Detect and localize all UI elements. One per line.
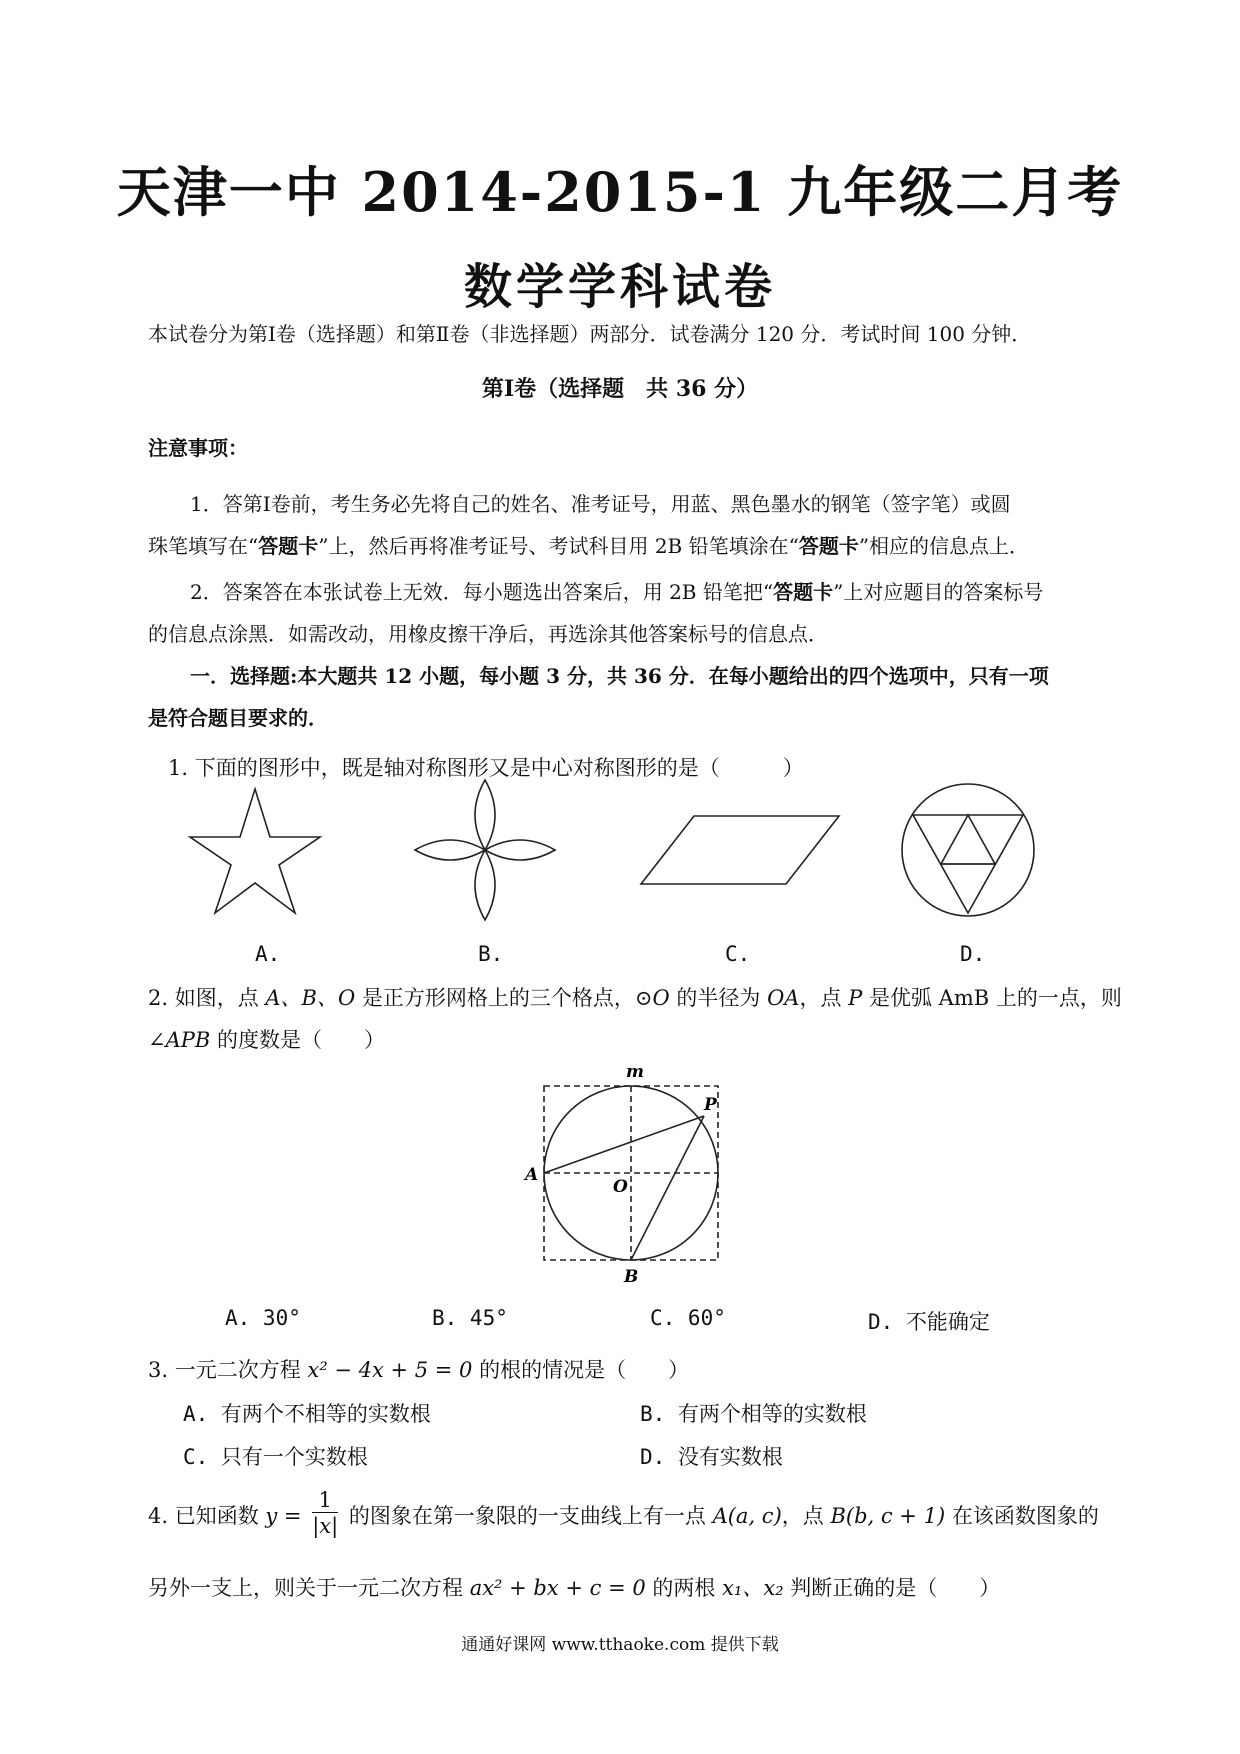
notice-text: 2．答案答在本张试卷上无效．每小题选出答案后，用 2B 铅笔把“ [190, 580, 774, 604]
stem-text: 的半径为 [669, 986, 768, 1010]
q3-option-d: D. 没有实数根 [640, 1445, 783, 1469]
fraction [312, 1488, 338, 1539]
stem-text: 的根的情况是（ ） [472, 1358, 690, 1382]
part1-heading: 第Ⅰ卷（选择题 共 36 分） [481, 376, 759, 402]
math-point: B(b, c + 1) [830, 1504, 946, 1528]
q1-figure-parallelogram [640, 815, 840, 885]
stem-text: 3. 一元二次方程 [148, 1358, 308, 1382]
math-function: y = [265, 1504, 302, 1528]
stem-text: 2. 如图，点 [148, 986, 266, 1010]
q1-figure-four-petals [415, 780, 555, 920]
label-p: P [704, 1095, 717, 1115]
section-instruction-line-1: 一．选择题:本大题共 12 小题，每小题 3 分，共 36 分．在每小题给出的四个选项中，只有一项 [190, 664, 1049, 688]
stem-text: 在该函数图象的 [945, 1504, 1099, 1528]
footer-credit: 通通好课网 www.tthaoke.com 提供下载 [461, 1635, 779, 1655]
stem-text: 的图象在第一象限的一支曲线上有一点 [342, 1504, 713, 1528]
q1-figure-circle-triangles [900, 782, 1036, 918]
notice-1-line-1: 1．答第Ⅰ卷前，考生务必先将自己的姓名、准考证号，用蓝、黑色墨水的钢笔（签字笔）或圆 [190, 492, 1011, 516]
stem-text: 的两根 [645, 1576, 723, 1600]
stem-text: 另外一支上，则关于一元二次方程 [148, 1576, 470, 1600]
question-4-stem-line-2 [148, 1572, 1000, 1602]
math-roots: x₁、x₂ [722, 1576, 784, 1600]
page-title: 天津一中 2014-2015-1 九年级二月考 [116, 160, 1124, 224]
math-var: O [652, 986, 670, 1010]
question-2-stem-line-2 [148, 1024, 385, 1054]
stem-text: 的度数是（ ） [210, 1028, 386, 1052]
page-subtitle: 数学学科试卷 [463, 259, 776, 315]
stem-text: 4. 已知函数 [148, 1504, 266, 1528]
q2-option-c: C. 60° [650, 1306, 726, 1330]
notice-text: 珠笔填写在“ [148, 534, 259, 558]
notice-label: 注意事项： [148, 436, 248, 460]
q1-figure-star [190, 785, 320, 915]
stem-text: 是优弧 AmB 上的一点，则 [862, 986, 1122, 1010]
q3-option-a: A. 有两个不相等的实数根 [183, 1402, 431, 1426]
math-var: A、B、O [265, 986, 356, 1010]
q2-option-d: D. 不能确定 [868, 1310, 990, 1334]
question-3-stem [148, 1354, 689, 1384]
math-equation: x² − 4x + 5 = 0 [307, 1358, 473, 1382]
question-1-stem: 1. 下面的图形中，既是轴对称图形又是中心对称图形的是（ ） [168, 756, 804, 780]
q2-option-b: B. 45° [432, 1306, 508, 1330]
stem-text: 判断正确的是（ ） [783, 1576, 1001, 1600]
stem-text: 是正方形网格上的三个格点，⊙ [355, 986, 653, 1010]
q2-figure-circle-grid [520, 1060, 740, 1290]
answer-card-term: 答题卡 [258, 534, 319, 558]
notice-text: ”相应的信息点上． [858, 534, 1030, 558]
q1-option-c: C. [725, 942, 751, 966]
stem-text: ，点 [781, 1504, 831, 1528]
q1-option-a: A. [255, 942, 281, 966]
section-instruction-line-2: 是符合题目要求的． [148, 706, 328, 730]
exam-intro: 本试卷分为第Ⅰ卷（选择题）和第Ⅱ卷（非选择题）两部分．试卷满分 120 分．考试时间 100 分钟． [148, 322, 1032, 346]
notice-text: ”上对应题目的答案标号 [833, 580, 1044, 604]
math-point: A(a, c) [712, 1504, 782, 1528]
math-equation: ax² + bx + c = 0 [469, 1576, 646, 1600]
question-2-stem-line-1 [148, 982, 1122, 1012]
label-o: O [613, 1177, 628, 1197]
answer-card-term: 答题卡 [773, 580, 834, 604]
q3-option-c: C. 只有一个实数根 [183, 1445, 368, 1469]
label-a: A [525, 1165, 539, 1185]
q3-option-b: B. 有两个相等的实数根 [640, 1402, 867, 1426]
math-angle: ∠APB [148, 1028, 211, 1052]
label-b: B [624, 1267, 639, 1287]
fraction-denominator: |x| [312, 1514, 339, 1538]
fraction-numerator: 1 [312, 1488, 338, 1513]
math-var: P [848, 986, 863, 1010]
notice-1-line-2 [148, 530, 1029, 559]
notice-2-line-2: 的信息点涂黑．如需改动，用橡皮擦干净后，再选涂其他答案标号的信息点． [148, 622, 828, 646]
notice-2-line-1 [190, 576, 1043, 605]
question-4-stem-line-1 [148, 1488, 1099, 1543]
q2-option-a: A. 30° [225, 1306, 301, 1330]
notice-text: ”上，然后再将准考证号、考试科目用 2B 铅笔填涂在“ [318, 534, 799, 558]
q1-option-b: B. [478, 942, 504, 966]
label-m: m [626, 1062, 644, 1082]
q1-option-d: D. [960, 942, 986, 966]
answer-card-term: 答题卡 [798, 534, 859, 558]
math-var: OA [767, 986, 800, 1010]
stem-text: ，点 [799, 986, 849, 1010]
